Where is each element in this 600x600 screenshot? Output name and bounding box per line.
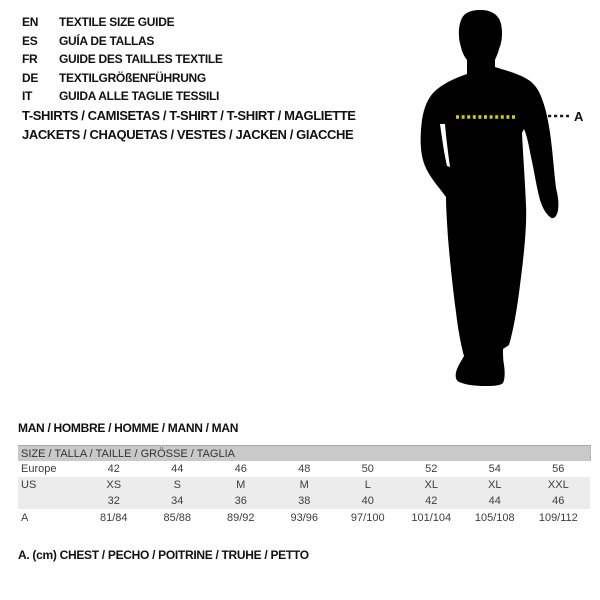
lang-code: ES [22,33,38,48]
size-cell: 54 [488,463,501,475]
size-cell: 40 [336,493,400,509]
size-table-header: SIZE / TALLA / TAILLE / GRÖSSE / TAGLIA [18,446,590,462]
size-cell: 38 [273,493,337,509]
lang-code: DE [22,70,39,85]
size-cell: 105/108 [474,511,515,524]
size-cell: L [336,477,400,493]
row-label: US [18,477,82,493]
size-cell: 44 [171,463,184,475]
size-cell: XL [400,477,464,493]
size-cell: 89/92 [226,511,255,524]
gender-heading: MAN / HOMBRE / HOMME / MANN / MAN [18,421,239,435]
size-cell: M [273,477,337,493]
size-table-header-row [18,446,590,462]
garment-categories [22,107,356,144]
size-cell: 42 [400,493,464,509]
size-cell: 36 [209,493,273,509]
table-row-europe [18,461,590,477]
language-guide-list [22,13,223,106]
table-row-uk [18,493,590,509]
size-cell: 81/84 [99,511,128,524]
size-cell: 32 [82,493,146,509]
table-row-chest [18,509,590,526]
size-cell: 46 [234,463,247,475]
size-cell: 97/100 [350,511,385,524]
size-cell: 52 [425,463,438,475]
row-label [18,493,82,509]
lang-title: GUÍA DE TALLAS [59,33,155,48]
lang-code: IT [22,89,33,104]
size-cell: 109/112 [538,511,578,524]
size-cell: 42 [107,463,120,475]
measurement-footnote: A. (cm) CHEST / PECHO / POITRINE / TRUHE / PETTO [18,548,309,562]
size-cell: 93/96 [290,511,319,524]
size-cell: XXL [527,477,591,493]
size-cell: 44 [463,493,527,509]
size-cell: XL [463,477,527,493]
row-label: Europe [21,463,57,475]
man-silhouette-figure [405,5,595,395]
size-cell: XS [82,477,146,493]
size-cell: M [209,477,273,493]
category-line-tshirts: T-SHIRTS / CAMISETAS / T-SHIRT / T-SHIRT / MAGLIETTE [22,108,356,123]
size-cell: S [146,477,210,493]
size-cell: 46 [527,493,591,509]
size-cell: 101/104 [411,511,452,524]
measure-label-a: A [574,109,584,124]
lang-code: EN [22,15,39,29]
size-cell: 34 [146,493,210,509]
size-cell: 85/88 [163,511,192,524]
size-cell: 48 [298,463,311,475]
category-line-jackets: JACKETS / CHAQUETAS / VESTES / JACKEN / GIACCHE [22,126,354,142]
size-cell: 50 [361,463,374,475]
size-cell: 56 [552,463,565,475]
man-silhouette [421,10,559,386]
row-label: A [21,511,29,524]
lang-title: GUIDA ALLE TAGLIE TESSILI [59,89,220,104]
lang-title: GUIDE DES TAILLES TEXTILE [59,52,223,67]
lang-title: TEXTILGRÖßENFÜHRUNG [59,70,206,85]
size-table [18,445,591,526]
lang-title: TEXTILE SIZE GUIDE [59,15,175,29]
table-row-us [18,477,590,493]
lang-code: FR [22,52,38,67]
